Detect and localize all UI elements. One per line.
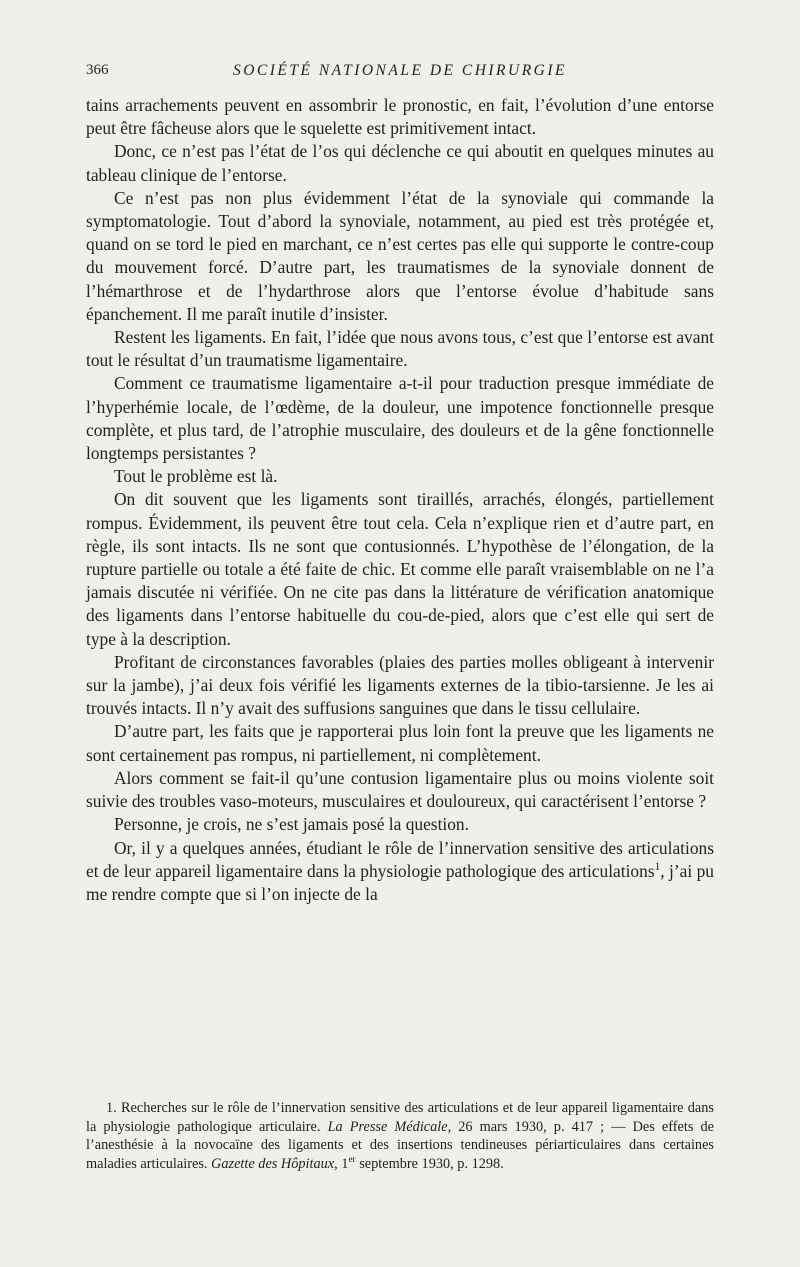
paragraph: Restent les ligaments. En fait, l’idée que nous avons tous, c’est que l’entorse est avant tout le résultat d’un traumatisme ligamentaire. — [86, 327, 714, 371]
paragraph: Tout le problème est là. — [114, 466, 278, 487]
journal-title: La Presse Médicale — [327, 1118, 448, 1135]
footnote-marker: 1 — [654, 860, 661, 873]
page-number: 366 — [86, 62, 109, 78]
paragraph-last — [86, 837, 714, 907]
paragraph: Alors comment se fait-il qu’une contusion ligamentaire plus ou moins violente soit suivie des troubles vaso-moteurs, musculaires et douloureux, qui caractérisent l’entorse ? — [86, 767, 714, 812]
footnote-part: , 26 mars 1930, p. 417 ; — Des effets de l’anesthésie à la novocaïne des ligaments et des insertions tendineuses périarticulaires dans certaines maladies articulaires. — [86, 1118, 714, 1172]
running-title: SOCIÉTÉ NATIONALE DE CHIRURGIE — [232, 62, 568, 79]
paragraph: Ce n’est pas non plus évidemment l’état de la synoviale qui commande la symptomatologie. Tout d’abord la synoviale, notamment, au pied est très protégée et, quand on se tord le pied en marchant, ce n’est certes pas elle qui supporte le contre-coup du mouvement forcé. D’autre part, les traumatismes de la synoviale donnent de l’hémarthrose et de l’hydarthrose alors que l’entorse évolue d’habitude sans épanchement. Il me paraît inutile d’insister. — [86, 187, 714, 324]
journal-title: Gazette des Hôpitaux — [211, 1155, 335, 1172]
paragraph-text: , j’ai pu me rendre compte que si l’on injecte de la — [86, 860, 714, 904]
footnote-part: , 1 — [334, 1155, 349, 1172]
page-header — [86, 62, 714, 82]
footnote-part: 1. Recherches sur le rôle de l’innervation sensitive des articulations et de leur appareil ligamentaire dans la physiologie pathologique articulaire. — [86, 1100, 714, 1135]
paragraph: Comment ce traumatisme ligamentaire a-t-il pour traduction presque immédiate de l’hyperhémie locale, de l’œdème, de la douleur, une impotence fonctionnelle presque complète, et plus tard, de l’atrophie musculaire, des douleurs et de la gêne fonctionnelle longtemps persistantes ? — [86, 373, 714, 464]
paragraph: Donc, ce n’est pas l’état de l’os qui déclenche ce qui aboutit en quelques minutes au tableau clinique de l’entorse. — [86, 141, 714, 185]
footnote-text — [86, 1099, 714, 1173]
paragraph: Profitant de circonstances favorables (plaies des parties molles obligeant à intervenir sur la jambe), j’ai deux fois vérifié les ligaments externes de la tibio-tarsienne. Je les ai trouvés intacts. Il n’y avait des suffusions sanguines que dans le tissu cellulaire. — [86, 651, 714, 719]
paragraph: Personne, je crois, ne s’est jamais posé la question. — [114, 814, 469, 835]
footnote — [86, 1099, 714, 1173]
footnote-part: septembre 1930, p. 1298. — [355, 1155, 504, 1172]
paragraph-text: Or, il y a quelques années, étudiant le rôle de l’innervation sensitive des articulations et de leur appareil ligamentaire dans la physiologie pathologique des articulations — [86, 837, 714, 881]
paragraph: On dit souvent que les ligaments sont tiraillés, arrachés, élongés, partiellement rompus. Évidemment, ils peuvent être tout cela. Cela n’explique rien et d’autre part, en règle, ils sont intacts. Ils ne sont que contusionnés. L’hypothèse de l’élongation, de la rupture partielle ou totale a été faite de chic. Et comme elle paraît vraisemblable on ne l’a jamais discutée ni vérifiée. On ne cite pas dans la littérature de vérification anatomique des ligaments dans l’entorse habituelle du cou-de-pied, alors que c’est elle qui sert de type à la description. — [86, 489, 714, 649]
ordinal-suffix: er — [348, 1155, 356, 1166]
paragraph: tains arrachements peuvent en assombrir le pronostic, en fait, l’évolution d’une entorse peut être fâcheuse alors que le squelette est primitivement intact. — [86, 95, 714, 139]
paragraph: D’autre part, les faits que je rapporterai plus loin font la preuve que les ligaments ne sont certainement pas rompus, ni partiellement, ni complètement. — [86, 721, 714, 765]
body-text — [86, 94, 714, 906]
